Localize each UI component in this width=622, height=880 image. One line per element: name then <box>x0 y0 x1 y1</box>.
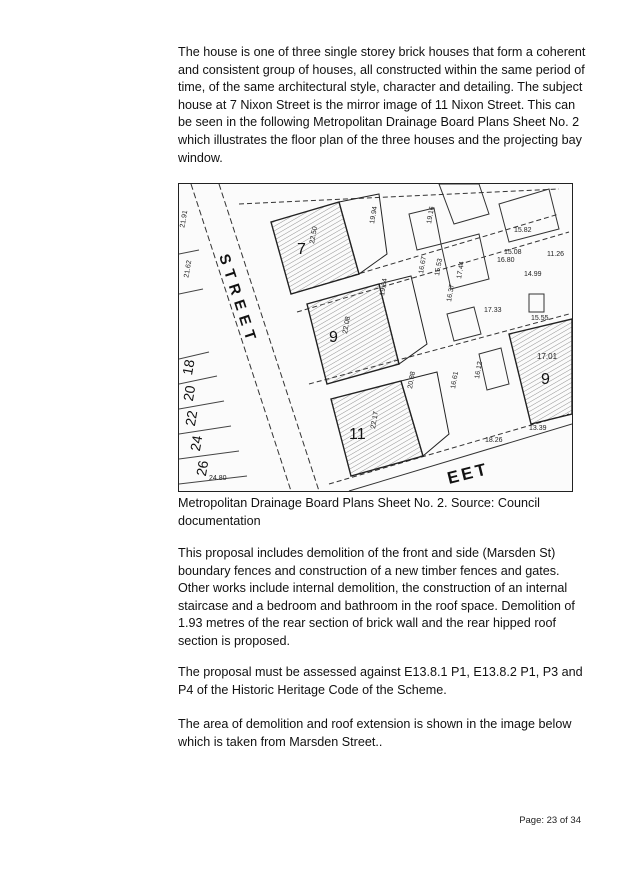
level-label: 14.99 <box>524 271 542 278</box>
level-label: 22.17 <box>370 410 381 430</box>
level-label: 22.08 <box>342 315 353 335</box>
house-7 <box>271 202 359 294</box>
lot-number-margin: 24 <box>186 434 206 453</box>
level-label: 15.53 <box>434 257 445 277</box>
level-label: 16.12 <box>474 360 485 380</box>
level-label: 18.26 <box>485 437 503 444</box>
margin-level: 21.62 <box>183 259 194 279</box>
level-label: 17.33 <box>484 307 502 314</box>
outbuilding <box>439 184 489 224</box>
drainage-plan-map <box>178 183 573 492</box>
level-label: 20.88 <box>407 370 418 390</box>
lot-number-margin: 22 <box>181 409 201 428</box>
figure-caption: Metropolitan Drainage Board Plans Sheet No. 2. Source: Council documentation <box>178 496 540 528</box>
lot-number-11: 11 <box>349 426 366 443</box>
lot-number-9-right: 9 <box>541 371 550 388</box>
level-label: 19.94 <box>369 205 380 225</box>
level-label: 15.55 <box>531 315 549 322</box>
street-label-bottom: EET <box>445 459 491 488</box>
street-label: STREET <box>215 251 261 348</box>
lot-number-7: 7 <box>297 241 306 258</box>
level-label: 17.01 <box>537 352 558 361</box>
outbuilding <box>447 307 481 341</box>
demolition-area-paragraph: The area of demolition and roof extension is shown in the image below which is taken from Marsden Street.. <box>178 717 572 749</box>
level-label: 16.61 <box>450 370 461 390</box>
page-number: Page: 23 of 34 <box>519 815 581 826</box>
intro-paragraph: The house is one of three single storey brick houses that form a coherent and consistent group of houses, all constructed within the same period of time, of the same architectural style, character and detailing. The subject house at 7 Nixon Street is the mirror image of 11 Nixon Street. This can be seen in the following Metropolitan Drainage Board Plans Sheet No. 2 which illustrates the floor plan of the three houses and the projecting bay window. <box>178 45 586 165</box>
house-9 <box>307 284 399 384</box>
level-label: 22.50 <box>309 225 320 245</box>
level-label: 11.26 <box>547 251 564 258</box>
margin-level: 24.80 <box>209 475 227 482</box>
lot-number-margin: 20 <box>179 384 199 403</box>
outbuilding <box>409 205 441 250</box>
outbuilding <box>479 348 509 390</box>
level-label: 15.08 <box>504 249 522 256</box>
level-label: 13.39 <box>529 425 547 432</box>
level-label: 17.44 <box>456 260 467 280</box>
small-structure <box>529 294 544 312</box>
outbuilding <box>441 234 489 289</box>
lot-number-9: 9 <box>329 329 338 346</box>
level-label: 16.37 <box>446 283 457 303</box>
level-label: 19.16 <box>426 205 437 225</box>
margin-level: 21.91 <box>179 209 190 229</box>
assessment-paragraph: The proposal must be assessed against E13.8.1 P1, E13.8.2 P1, P3 and P4 of the Historic Heritage Code of the Scheme. <box>178 665 583 697</box>
level-label: 19.64 <box>379 277 390 297</box>
level-label: 16.80 <box>497 257 515 264</box>
proposal-paragraph: This proposal includes demolition of the front and side (Marsden St) boundary fences and construction of a new timber fences and gates. Other works include internal demolition, the construction of an internal staircase and a bedroom and bathroom in the roof space. Demolition of 1.93 metres of the rear section of brick wall and the rear hipped roof section is proposed. <box>178 546 575 648</box>
level-label: 16.67 <box>418 255 429 275</box>
outbuilding <box>499 189 559 242</box>
lot-number-margin: 26 <box>192 459 212 478</box>
lot-boundary <box>239 189 559 204</box>
level-label: 15.82 <box>514 227 532 234</box>
lot-number-margin: 18 <box>179 358 198 377</box>
